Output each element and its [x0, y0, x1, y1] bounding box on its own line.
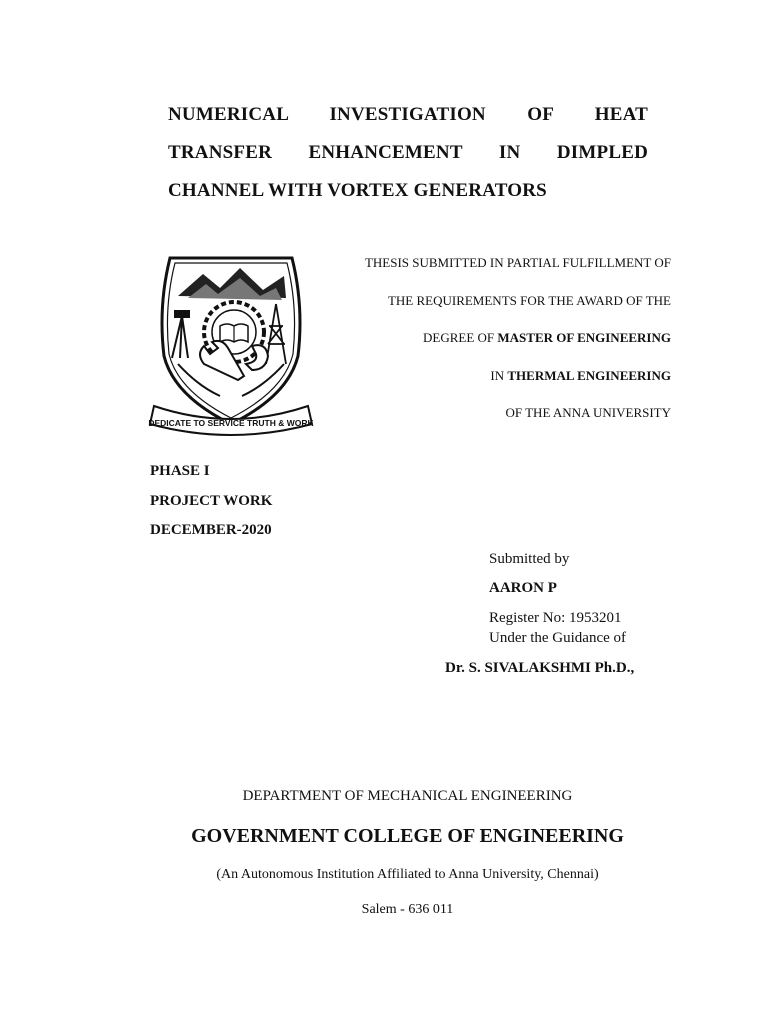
specialization-prefix: IN — [490, 368, 508, 383]
thesis-line-4 — [490, 368, 671, 384]
submitted-by-label: Submitted by — [489, 551, 570, 567]
college-name: GOVERNMENT COLLEGE OF ENGINEERING — [191, 825, 624, 847]
specialization-name: THERMAL ENGINEERING — [507, 368, 671, 383]
college-emblem-icon — [148, 246, 314, 442]
title-line-2: TRANSFER ENHANCEMENT IN DIMPLED — [168, 142, 648, 163]
thesis-line-2: THE REQUIREMENTS FOR THE AWARD OF THE — [387, 293, 671, 308]
department-name: DEPARTMENT OF MECHANICAL ENGINEERING — [242, 788, 573, 804]
degree-name: MASTER OF ENGINEERING — [497, 330, 671, 345]
college-location: Salem - 636 011 — [361, 902, 454, 917]
degree-prefix: DEGREE OF — [423, 330, 498, 345]
svg-text:DEDICATE TO SERVICE TRUTH & WO: DEDICATE TO SERVICE TRUTH & WORK — [148, 418, 314, 428]
project-work: PROJECT WORK — [150, 493, 273, 509]
register-number: Register No: 1953201 — [489, 610, 622, 626]
thesis-line-1: THESIS SUBMITTED IN PARTIAL FULFILLMENT OF — [364, 255, 671, 270]
guide-name: Dr. S. SIVALAKSHMI Ph.D., — [445, 660, 635, 676]
thesis-line-5: OF THE ANNA UNIVERSITY — [505, 405, 671, 420]
project-phase: PHASE I — [150, 463, 210, 479]
thesis-line-3 — [423, 330, 671, 346]
title-line-3: CHANNEL WITH VORTEX GENERATORS — [168, 180, 547, 201]
affiliation-note: (An Autonomous Institution Affiliated to Anna University, Chennai) — [216, 867, 599, 882]
student-name: AARON P — [489, 580, 557, 596]
guidance-label: Under the Guidance of — [489, 630, 627, 646]
project-date: DECEMBER-2020 — [150, 522, 272, 538]
title-line-1: NUMERICAL INVESTIGATION OF HEAT — [168, 104, 648, 125]
